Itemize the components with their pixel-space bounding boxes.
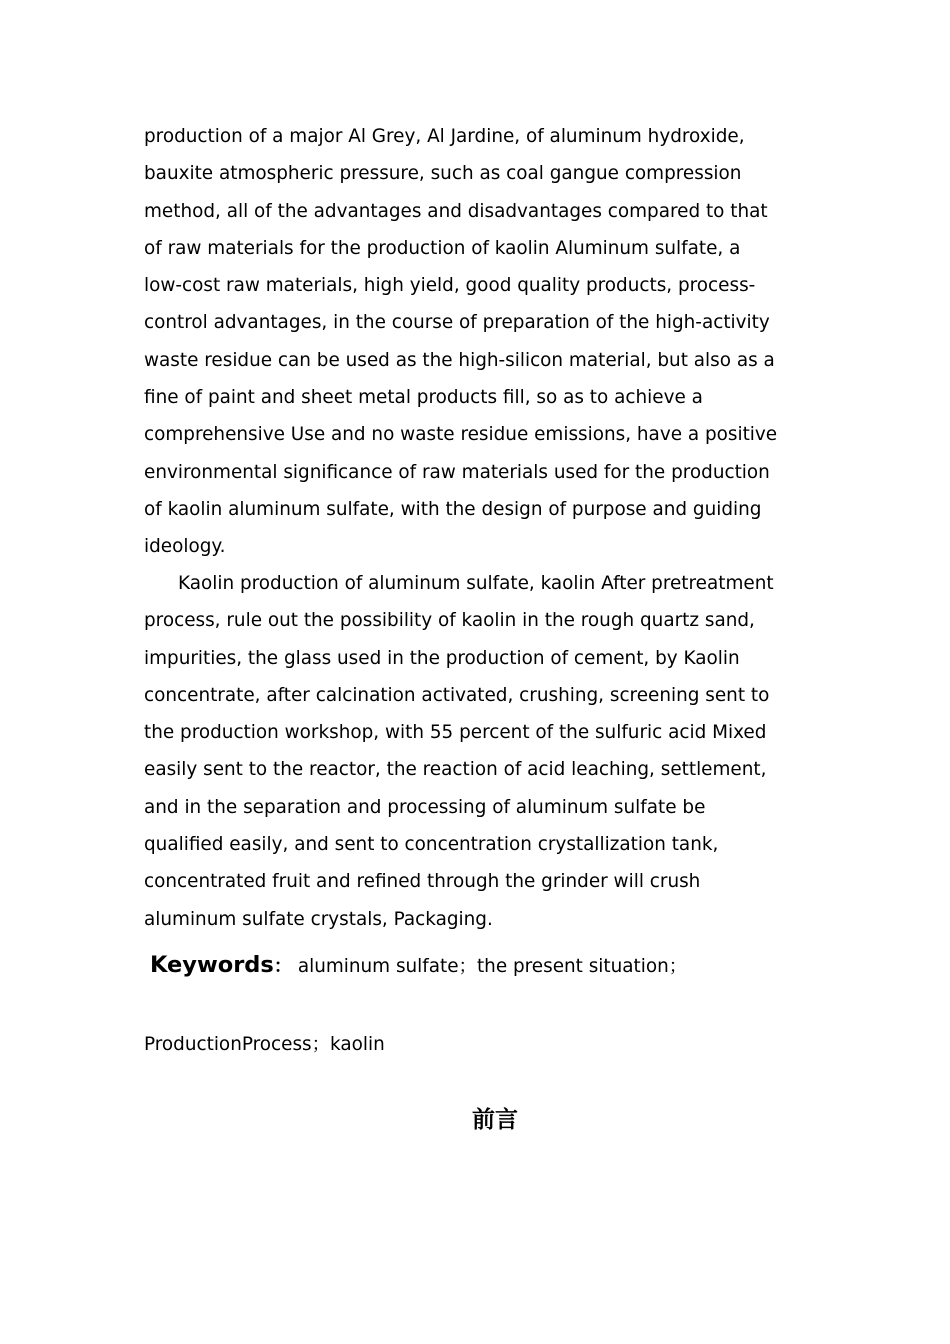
keywords-label: Keywords [150, 952, 274, 978]
keywords-line [150, 952, 687, 978]
text-line: the production workshop, with 55 percent of the sulfuric acid Mixed [144, 722, 767, 744]
text-line: concentrated fruit and refined through the grinder will crush [144, 871, 701, 893]
text-line: comprehensive Use and no waste residue emissions, have a positive [144, 424, 778, 446]
text-line: low-cost raw materials, high yield, good quality products, process- [144, 275, 756, 297]
text-line: environmental significance of raw materials used for the production [144, 461, 770, 483]
text-line: fine of paint and sheet metal products fill, so as to achieve a [144, 387, 703, 409]
text-line: production of a major Al Grey, Al Jardine, of aluminum hydroxide, [144, 126, 745, 147]
text-line: concentrate, after calcination activated, crushing, screening sent to [144, 684, 770, 706]
keywords-values: aluminum sulfate；the present situation； [297, 956, 688, 977]
keywords-colon: ： [273, 956, 292, 977]
text-line: bauxite atmospheric pressure, such as coal gangue compression [144, 163, 742, 185]
text-line: qualified easily, and sent to concentration crystallization tank, [144, 834, 719, 856]
text-line: waste residue can be used as the high-silicon material, but also as a [144, 349, 775, 371]
text-line: of kaolin aluminum sulfate, with the design of purpose and guiding [144, 498, 762, 520]
section-heading: 前言 [472, 1107, 518, 1133]
text-line: easily sent to the reactor, the reaction of acid leaching, settlement, [144, 759, 767, 781]
paragraph-1 [144, 118, 809, 566]
text-line: of raw materials for the production of kaolin Aluminum sulfate, a [144, 237, 741, 259]
text-line: control advantages, in the course of preparation of the high-activity [144, 312, 770, 334]
paragraph-2 [144, 565, 809, 938]
text-line: method, all of the advantages and disadvantages compared to that [144, 200, 768, 222]
text-line: impurities, the glass used in the production of cement, by Kaolin [144, 647, 740, 669]
text-line: ideology. [144, 536, 226, 558]
keywords-continuation: ProductionProcess；kaolin [144, 1034, 385, 1055]
text-line: aluminum sulfate crystals, Packaging. [144, 908, 493, 930]
text-line: Kaolin production of aluminum sulfate, kaolin After pretreatment [178, 573, 774, 594]
text-line: process, rule out the possibility of kaolin in the rough quartz sand, [144, 610, 755, 632]
text-line: and in the separation and processing of aluminum sulfate be [144, 796, 706, 818]
